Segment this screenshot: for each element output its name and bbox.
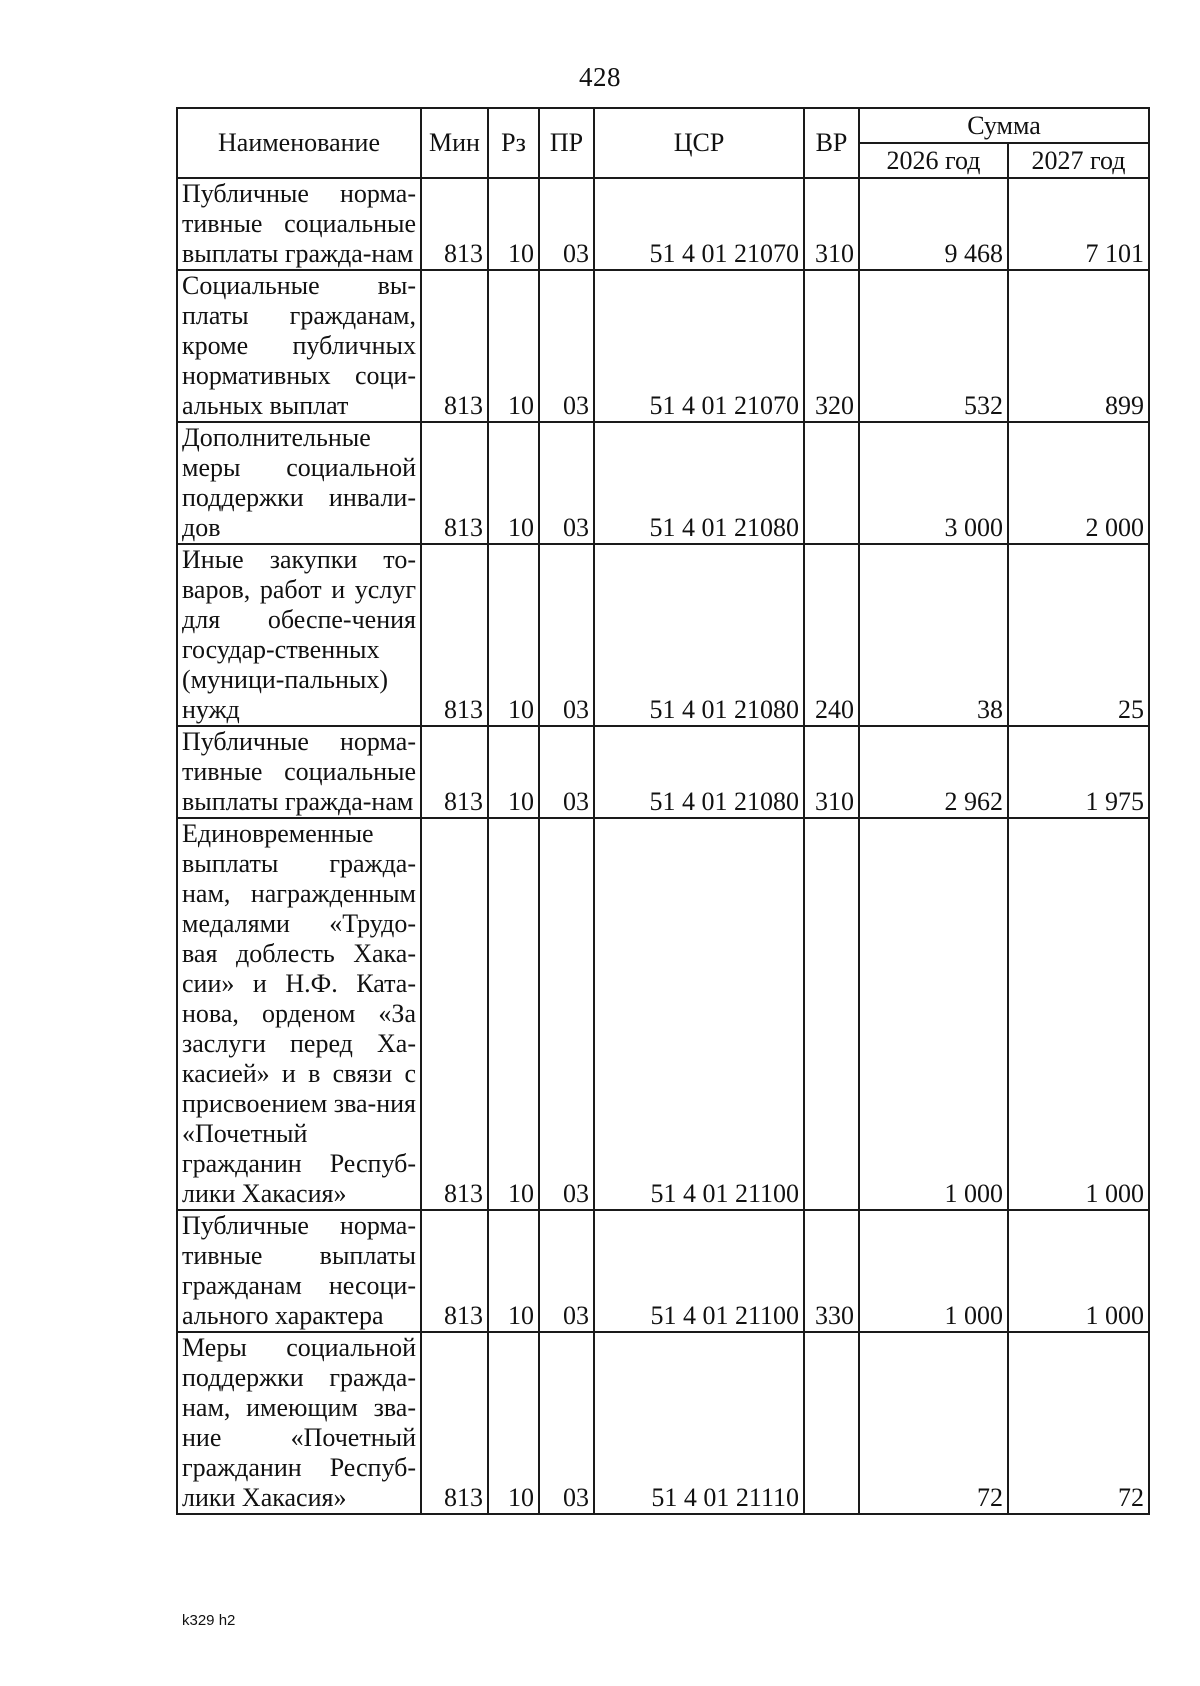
budget-table: [176, 107, 1150, 1515]
header-csr: ЦСР: [594, 108, 804, 178]
row-min-cell: 813: [421, 178, 488, 270]
row-pr-cell: 03: [539, 178, 594, 270]
header-sum: Сумма: [859, 108, 1149, 143]
row-sum-2027-cell: 72: [1008, 1332, 1149, 1514]
row-min-cell: 813: [421, 422, 488, 544]
row-vr-cell: 240: [804, 544, 859, 726]
row-rz-cell: 10: [488, 1210, 539, 1332]
row-name-cell: Меры социальной поддержки гражда-нам, имеющим зва-ние «Почетный гражданин Респуб-лики Хакасия»: [177, 1332, 421, 1514]
row-rz-cell: 10: [488, 270, 539, 422]
row-name-cell: Публичные норма-тивные выплаты гражданам несоци-ального характера: [177, 1210, 421, 1332]
row-sum-2026-cell: 38: [859, 544, 1008, 726]
row-sum-2026-cell: 2 962: [859, 726, 1008, 818]
row-min-cell: 813: [421, 726, 488, 818]
row-min-cell: 813: [421, 544, 488, 726]
row-pr-cell: 03: [539, 270, 594, 422]
row-csr-cell: 51 4 01 21110: [594, 1332, 804, 1514]
row-rz-cell: 10: [488, 544, 539, 726]
table-row: [177, 422, 1149, 544]
header-row-1: [177, 108, 1149, 143]
row-min-cell: 813: [421, 818, 488, 1210]
row-pr-cell: 03: [539, 726, 594, 818]
row-csr-cell: 51 4 01 21070: [594, 178, 804, 270]
row-name-cell: Публичные норма-тивные социальные выплаты гражда-нам: [177, 178, 421, 270]
header-year-2027: 2027 год: [1008, 143, 1149, 178]
row-csr-cell: 51 4 01 21080: [594, 544, 804, 726]
table-row: [177, 818, 1149, 1210]
row-sum-2027-cell: 25: [1008, 544, 1149, 726]
footer-code: k329 h2: [182, 1612, 236, 1629]
header-vr: ВР: [804, 108, 859, 178]
row-rz-cell: 10: [488, 1332, 539, 1514]
table-row: [177, 178, 1149, 270]
row-sum-2026-cell: 3 000: [859, 422, 1008, 544]
row-pr-cell: 03: [539, 1332, 594, 1514]
row-name-cell: Дополнительные меры социальной поддержки инвали-дов: [177, 422, 421, 544]
row-min-cell: 813: [421, 270, 488, 422]
table-row: [177, 544, 1149, 726]
row-pr-cell: 03: [539, 1210, 594, 1332]
row-pr-cell: 03: [539, 544, 594, 726]
table-row: [177, 1332, 1149, 1514]
row-vr-cell: [804, 818, 859, 1210]
row-sum-2026-cell: 9 468: [859, 178, 1008, 270]
row-pr-cell: 03: [539, 818, 594, 1210]
row-vr-cell: 320: [804, 270, 859, 422]
row-csr-cell: 51 4 01 21100: [594, 1210, 804, 1332]
row-sum-2026-cell: 532: [859, 270, 1008, 422]
header-pr: ПР: [539, 108, 594, 178]
row-name-cell: Иные закупки то-варов, работ и услуг для обеспе-чения государ-ственных (муници-пальных) нужд: [177, 544, 421, 726]
row-name-cell: Социальные вы-платы гражданам, кроме публичных нормативных соци-альных выплат: [177, 270, 421, 422]
header-min: Мин: [421, 108, 488, 178]
row-csr-cell: 51 4 01 21070: [594, 270, 804, 422]
row-vr-cell: [804, 422, 859, 544]
row-rz-cell: 10: [488, 178, 539, 270]
row-vr-cell: 310: [804, 726, 859, 818]
row-sum-2027-cell: 1 000: [1008, 818, 1149, 1210]
page-number: 428: [579, 62, 621, 92]
row-pr-cell: 03: [539, 422, 594, 544]
row-min-cell: 813: [421, 1210, 488, 1332]
row-sum-2027-cell: 899: [1008, 270, 1149, 422]
row-sum-2026-cell: 72: [859, 1332, 1008, 1514]
row-sum-2027-cell: 1 975: [1008, 726, 1149, 818]
row-csr-cell: 51 4 01 21080: [594, 726, 804, 818]
row-sum-2027-cell: 1 000: [1008, 1210, 1149, 1332]
row-sum-2027-cell: 2 000: [1008, 422, 1149, 544]
table-row: [177, 1210, 1149, 1332]
table-row: [177, 726, 1149, 818]
row-rz-cell: 10: [488, 422, 539, 544]
row-sum-2027-cell: 7 101: [1008, 178, 1149, 270]
header-year-2026: 2026 год: [859, 143, 1008, 178]
row-sum-2026-cell: 1 000: [859, 1210, 1008, 1332]
row-name-cell: Единовременные выплаты гражда-нам, награжденным медалями «Трудо-вая доблесть Хака-сии» и Н.Ф. Ката-нова, орденом «За заслуги перед Ха-касией» и в связи с присвоением зва-ния «Почетный гражданин Респуб-лики Хакасия»: [177, 818, 421, 1210]
row-min-cell: 813: [421, 1332, 488, 1514]
row-rz-cell: 10: [488, 726, 539, 818]
row-sum-2026-cell: 1 000: [859, 818, 1008, 1210]
row-csr-cell: 51 4 01 21080: [594, 422, 804, 544]
row-vr-cell: [804, 1332, 859, 1514]
row-rz-cell: 10: [488, 818, 539, 1210]
header-rz: Рз: [488, 108, 539, 178]
row-name-cell: Публичные норма-тивные социальные выплаты гражда-нам: [177, 726, 421, 818]
table-body: [177, 178, 1149, 1514]
table-row: [177, 270, 1149, 422]
row-csr-cell: 51 4 01 21100: [594, 818, 804, 1210]
row-vr-cell: 330: [804, 1210, 859, 1332]
header-name: Наименование: [177, 108, 421, 178]
row-vr-cell: 310: [804, 178, 859, 270]
